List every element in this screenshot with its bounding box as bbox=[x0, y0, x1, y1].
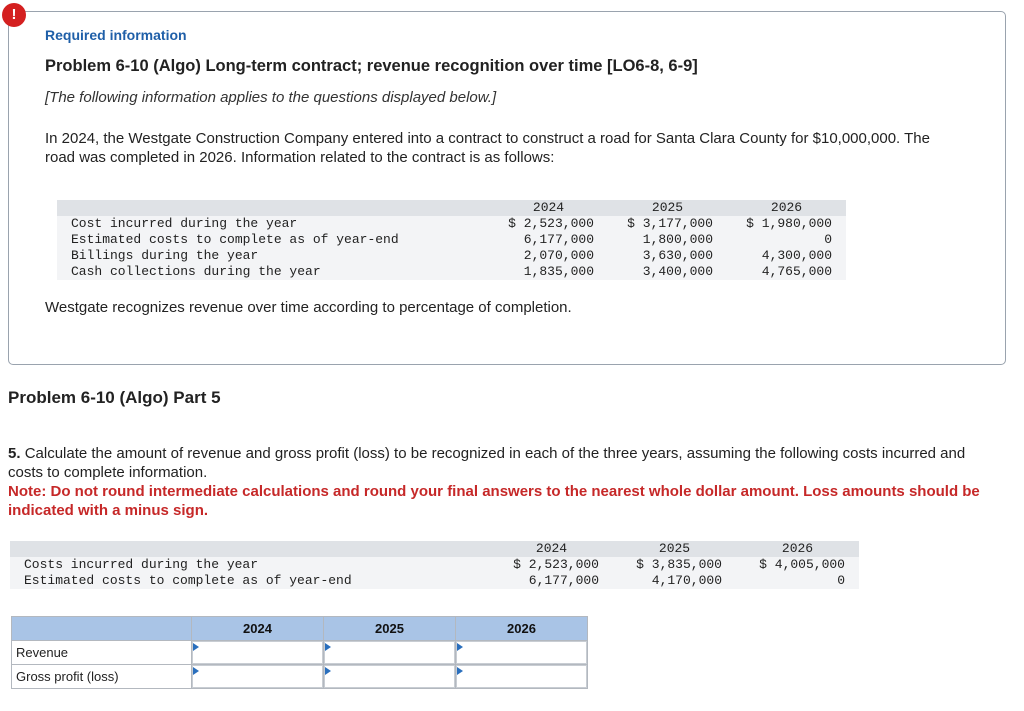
year-header: 2026 bbox=[736, 541, 859, 557]
table-row: Billings during the year 2,070,000 3,630,000 4,300,000 bbox=[57, 248, 846, 264]
contract-info-table bbox=[57, 200, 846, 280]
answer-row-revenue bbox=[12, 641, 588, 665]
recognition-text: Westgate recognizes revenue over time according to percentage of completion. bbox=[45, 299, 572, 316]
question-body: Calculate the amount of revenue and gross profit (loss) to be recognized in each of the three years, assuming the following costs incurred and costs to complete information. bbox=[8, 445, 966, 481]
cell-indicator-icon bbox=[193, 643, 199, 651]
answer-header-2024: 2024 bbox=[192, 617, 324, 641]
rounding-note: Note: Do not round intermediate calculations and round your final answers to the nearest whole dollar amount. Loss amounts should be indicated with a minus sign. bbox=[8, 483, 980, 519]
answer-table bbox=[11, 616, 588, 689]
question-text bbox=[8, 444, 998, 482]
table-row: Cash collections during the year 1,835,000 3,400,000 4,765,000 bbox=[57, 264, 846, 280]
year-header: 2025 bbox=[608, 200, 727, 216]
row-label: Gross profit (loss) bbox=[12, 665, 192, 689]
gross-profit-2025-input[interactable] bbox=[324, 665, 455, 688]
year-header: 2026 bbox=[727, 200, 846, 216]
gross-profit-2024-input[interactable] bbox=[192, 665, 323, 688]
year-header: 2024 bbox=[490, 541, 613, 557]
gross-profit-2026-input[interactable] bbox=[456, 665, 587, 688]
answer-header-2025: 2025 bbox=[324, 617, 456, 641]
year-header: 2025 bbox=[613, 541, 736, 557]
answer-header-2026: 2026 bbox=[456, 617, 588, 641]
cell-indicator-icon bbox=[193, 667, 199, 675]
cell-indicator-icon bbox=[457, 667, 463, 675]
year-header: 2024 bbox=[489, 200, 608, 216]
part-cost-table bbox=[10, 541, 859, 589]
cell-indicator-icon bbox=[325, 643, 331, 651]
required-info-label: Required information bbox=[45, 27, 187, 43]
revenue-2025-input[interactable] bbox=[324, 641, 455, 664]
row-label: Revenue bbox=[12, 641, 192, 665]
revenue-2024-input[interactable] bbox=[192, 641, 323, 664]
contract-paragraph: In 2024, the Westgate Construction Company entered into a contract to construct a road for Santa Clara County for $10,000,000. The road was completed in 2026. Information related to the contract is as follows: bbox=[45, 130, 930, 166]
answer-row-gross-profit bbox=[12, 665, 588, 689]
revenue-2026-input[interactable] bbox=[456, 641, 587, 664]
question-number: 5. bbox=[8, 445, 21, 462]
info-note: [The following information applies to the questions displayed below.] bbox=[45, 89, 497, 106]
table-row: Estimated costs to complete as of year-end 6,177,000 1,800,000 0 bbox=[57, 232, 846, 248]
cell-indicator-icon bbox=[325, 667, 331, 675]
table-row: Costs incurred during the year $ 2,523,000 $ 3,835,000 $ 4,005,000 bbox=[10, 557, 859, 573]
cell-indicator-icon bbox=[457, 643, 463, 651]
alert-icon: ! bbox=[2, 3, 26, 27]
table-row: Cost incurred during the year $ 2,523,000 $ 3,177,000 $ 1,980,000 bbox=[57, 216, 846, 232]
table-row: Estimated costs to complete as of year-end 6,177,000 4,170,000 0 bbox=[10, 573, 859, 589]
part-title: Problem 6-10 (Algo) Part 5 bbox=[8, 388, 221, 407]
problem-title: Problem 6-10 (Algo) Long-term contract; revenue recognition over time [LO6-8, 6-9] bbox=[45, 57, 698, 75]
